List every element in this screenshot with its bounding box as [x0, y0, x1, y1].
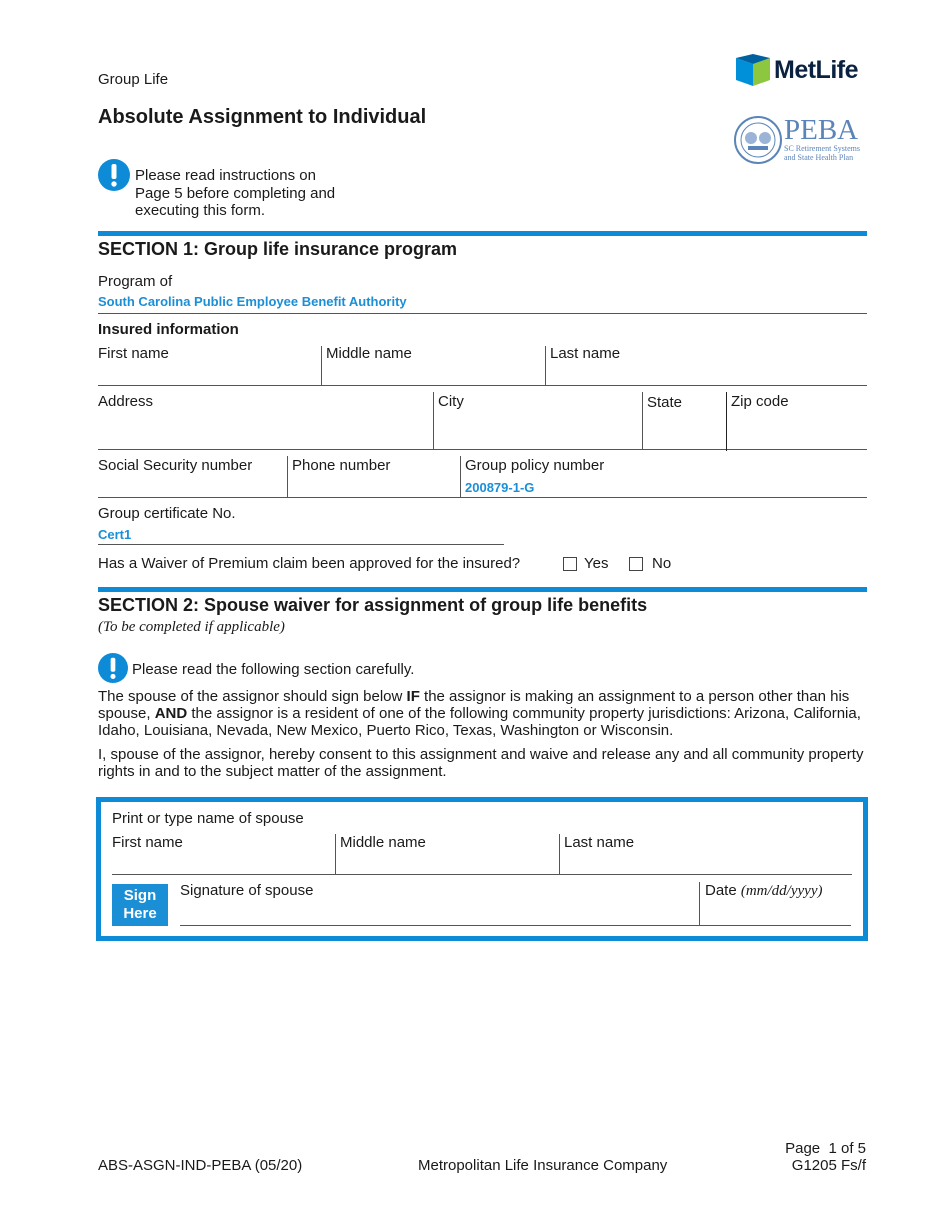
- insured-middle-name-field[interactable]: [322, 340, 544, 385]
- certificate-value: Cert1: [98, 527, 132, 542]
- spouse-name-heading: Print or type name of spouse: [112, 810, 304, 827]
- program-value: South Carolina Public Employee Benefit Authority: [98, 294, 407, 309]
- state-field[interactable]: [643, 386, 726, 449]
- signature-label: Signature of spouse: [180, 882, 314, 899]
- section2-subtitle: (To be completed if applicable): [98, 619, 285, 635]
- para1-part-a: The spouse of the assignor should sign below: [98, 688, 407, 705]
- notice-line2: Page 5 before completing and: [135, 184, 336, 202]
- notice-line3: executing this form.: [135, 202, 266, 219]
- peba-subtitle-line2: and State Health Plan: [784, 153, 854, 162]
- date-format-hint: (mm/dd/yyyy): [740, 883, 823, 899]
- community-property-paragraph: [98, 688, 868, 739]
- page-title: Absolute Assignment to Individual: [98, 106, 427, 128]
- form-code: ABS-ASGN-IND-PEBA (05/20): [98, 1157, 303, 1174]
- program-underline: [98, 313, 867, 314]
- page-number: Page 1 of 5: [785, 1140, 866, 1157]
- waiver-no-checkbox[interactable]: [629, 557, 643, 571]
- zip-code-label: Zip code: [731, 393, 789, 410]
- certificate-underline: [98, 544, 504, 545]
- city-field[interactable]: [434, 386, 642, 449]
- section1-title: SECTION 1: Group life insurance program: [98, 239, 458, 259]
- program-label: Program of: [98, 273, 173, 290]
- ssn-label: Social Security number: [98, 457, 253, 474]
- para1-part-c: the assignor is a resident of one of the following community property jurisdictions: Arizona, California, Idaho, Louisiana, Nevada, New Mexico, Puerto Rico, Texas, Washington or Wisconsin.: [98, 705, 861, 739]
- spouse-middle-name-field[interactable]: [336, 828, 558, 874]
- signature-date-field[interactable]: [700, 876, 851, 925]
- peba-subtitle: [784, 144, 860, 162]
- form-category: Group Life: [98, 71, 169, 88]
- middle-name-label: Middle name: [326, 345, 412, 362]
- peba-subtitle-line1: SC Retirement Systems: [784, 144, 860, 153]
- insured-first-name-field[interactable]: [98, 340, 321, 385]
- metlife-mark-icon: [736, 54, 770, 86]
- waiver-yes-label: Yes: [584, 555, 609, 572]
- address-field[interactable]: [98, 386, 432, 449]
- phone-number-field[interactable]: [288, 450, 460, 497]
- state-seal-icon: [734, 116, 782, 164]
- sign-here-badge: [112, 884, 168, 926]
- last-name-label: Last name: [564, 834, 635, 851]
- state-label: State: [647, 394, 683, 411]
- metlife-wordmark: MetLife: [774, 56, 858, 84]
- peba-wordmark: PEBA: [784, 114, 859, 146]
- insured-info-heading: Insured information: [98, 321, 239, 338]
- ssn-field[interactable]: [98, 450, 287, 497]
- group-policy-number-field[interactable]: [461, 450, 867, 497]
- middle-name-label: Middle name: [340, 834, 426, 851]
- group-policy-value: 200879-1-G: [465, 480, 535, 495]
- section2-divider: [98, 587, 867, 592]
- group-certificate-field[interactable]: [98, 498, 504, 544]
- date-label: [705, 882, 822, 900]
- metlife-logo: [736, 54, 870, 86]
- address-label: Address: [98, 393, 154, 410]
- first-name-label: First name: [112, 834, 183, 851]
- consent-paragraph: I, spouse of the assignor, hereby consent to this assignment and waive and release any and all community property rights in and to the subject matter of the assignment.: [98, 746, 864, 780]
- insured-last-name-field[interactable]: [546, 340, 866, 385]
- sign-here-line2: Here: [123, 905, 157, 922]
- form-number: G1205 Fs/f: [791, 1157, 866, 1174]
- para1-part-b: the assignor is making an assignment to a person other than his spouse,: [98, 688, 850, 722]
- city-label: City: [438, 393, 464, 410]
- section2-notice: Please read the following section carefully.: [132, 661, 415, 678]
- date-label-text: Date: [705, 882, 741, 899]
- section2-title: SECTION 2: Spouse waiver for assignment of group life benefits: [98, 595, 648, 615]
- phone-number-label: Phone number: [292, 457, 391, 474]
- peba-logo: [734, 114, 870, 166]
- notice-line1: Please read instructions on: [135, 167, 316, 184]
- waiver-question: Has a Waiver of Premium claim been approved for the insured?: [98, 555, 521, 572]
- para1-if: IF: [406, 688, 420, 705]
- exclamation-icon: [98, 159, 130, 191]
- signature-underline: [180, 925, 851, 926]
- para1-and: AND: [154, 705, 188, 722]
- exclamation-icon: [98, 653, 128, 683]
- sign-here-line1: Sign: [123, 887, 157, 904]
- spouse-first-name-field[interactable]: [112, 828, 334, 874]
- waiver-no-label: No: [652, 555, 672, 572]
- instructions-notice: [135, 167, 335, 220]
- group-policy-label: Group policy number: [465, 457, 605, 474]
- row-divider: [112, 874, 852, 875]
- zip-code-field[interactable]: [727, 386, 867, 449]
- section1-divider: [98, 231, 867, 236]
- first-name-label: First name: [98, 345, 169, 362]
- waiver-yes-checkbox[interactable]: [563, 557, 577, 571]
- certificate-label: Group certificate No.: [98, 505, 236, 522]
- last-name-label: Last name: [550, 345, 621, 362]
- spouse-signature-field[interactable]: [180, 876, 699, 925]
- spouse-last-name-field[interactable]: [560, 828, 852, 874]
- company-name: Metropolitan Life Insurance Company: [418, 1157, 668, 1174]
